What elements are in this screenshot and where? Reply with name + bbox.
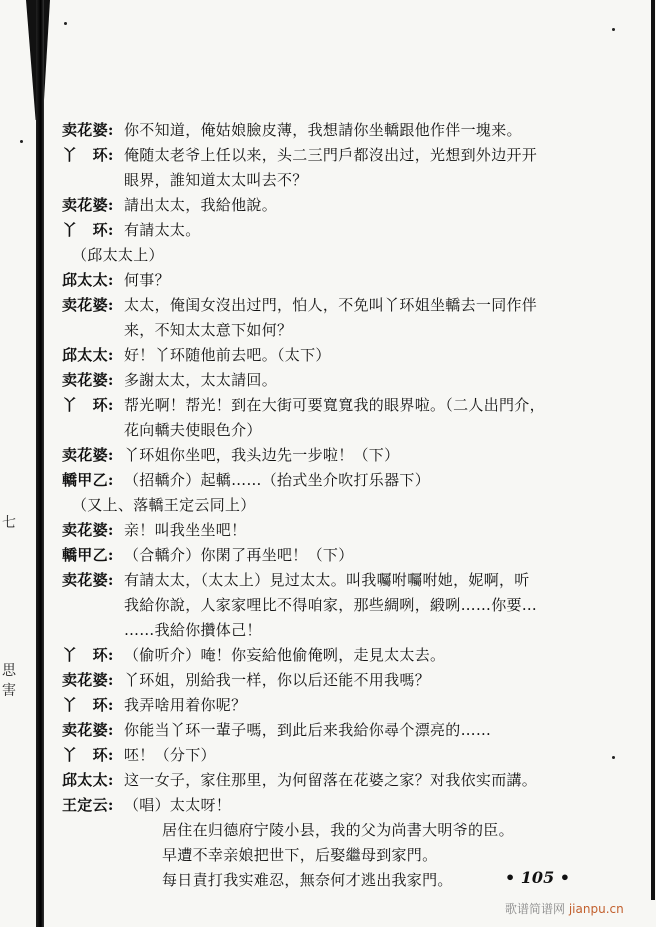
speaker-name: 卖花婆:	[62, 121, 114, 139]
line-text: 眼界，誰知道太太叫去不？	[124, 171, 308, 189]
margin-glyph: 七	[2, 515, 16, 531]
line-text: 有請太太，（太太上）見过太太。叫我囑咐囑咐她，妮啊，听	[124, 571, 530, 589]
line-text: 我給你說，人家家哩比不得咱家，那些綢咧，緞咧……你要…	[124, 596, 538, 614]
line-text: （邱太太上）	[72, 246, 164, 264]
line-text: 何事？	[124, 271, 170, 289]
speck	[612, 28, 615, 31]
margin-glyph: 思	[2, 663, 16, 679]
line-text: ……我給你攢体己！	[124, 621, 262, 639]
dialogue-line	[62, 343, 602, 368]
verse-line	[62, 818, 602, 843]
dialogue-line	[62, 143, 602, 168]
line-text: 你不知道，俺姑娘臉皮薄，我想請你坐轎跟他作伴一塊来。	[124, 121, 522, 139]
dialogue-line	[62, 693, 602, 718]
line-text: （招轎介）起轎……（抬式坐介吹打乐器下）	[124, 471, 431, 489]
dialogue-line	[62, 118, 602, 143]
line-text: 多謝太太，太太請回。	[124, 371, 278, 389]
speck	[612, 756, 615, 759]
speaker-name: 邱太太:	[62, 346, 114, 364]
page-number: • 105 •	[505, 868, 570, 887]
dialogue-line	[62, 668, 602, 693]
speaker-name: 卖花婆:	[62, 296, 114, 314]
dialogue-line	[62, 443, 602, 468]
dialogue-line	[62, 193, 602, 218]
line-text: 每日責打我实难忍，無奈何才逃出我家門。	[162, 871, 453, 889]
dialogue-line	[62, 468, 602, 493]
dialogue-line	[62, 543, 602, 568]
speaker-name: 卖花婆:	[62, 521, 114, 539]
dialogue-line	[62, 718, 602, 743]
watermark-url: jianpu.cn	[568, 902, 624, 916]
speck	[20, 140, 23, 143]
speaker-name: 丫 环:	[62, 746, 114, 764]
dialogue-line	[62, 768, 602, 793]
stage-direction	[62, 243, 602, 268]
line-text: （唱）太太呀！	[124, 796, 232, 814]
speaker-name: 卖花婆:	[62, 571, 114, 589]
speaker-name: 邱太太:	[62, 271, 114, 289]
speaker-name: 卖花婆:	[62, 721, 114, 739]
line-text: 請出太太，我給他說。	[124, 196, 278, 214]
line-text: （偷听介）唵！你妄給他偷俺咧，走見太太去。	[124, 646, 446, 664]
dialogue-line	[62, 643, 602, 668]
speaker-name: 丫 环:	[62, 221, 114, 239]
line-text: 呸！（分下）	[124, 746, 216, 764]
line-text: 太太，俺闺女沒出过門，怕人，不免叫丫环姐坐轎去一同作伴	[124, 296, 538, 314]
line-text: （合轎介）你閑了再坐吧！（下）	[124, 546, 354, 564]
line-text: 居住在归德府宁陵小县，我的父为尚書大明爷的臣。	[162, 821, 514, 839]
line-text: 亲！叫我坐坐吧！	[124, 521, 247, 539]
line-text: 有請太太。	[124, 221, 201, 239]
speaker-name: 丫 环:	[62, 696, 114, 714]
line-text: 你能当丫环一輩子嗎，到此后来我給你尋个漂亮的……	[124, 721, 492, 739]
dialogue-line	[62, 168, 602, 193]
watermark	[505, 900, 624, 917]
line-text: 来，不知太太意下如何？	[124, 321, 293, 339]
verse-line	[62, 843, 602, 868]
line-text: 早遭不幸亲娘把世下，后娶繼母到家門。	[162, 846, 438, 864]
speck	[64, 22, 67, 25]
dialogue-line	[62, 618, 602, 643]
line-text: 花向轎夫使眼色介）	[124, 421, 262, 439]
margin-glyph: 害	[2, 683, 16, 699]
dialogue-line	[62, 218, 602, 243]
speaker-name: 卖花婆:	[62, 446, 114, 464]
speaker-name: 丫 环:	[62, 396, 114, 414]
dialogue-line	[62, 518, 602, 543]
dialogue-line	[62, 793, 602, 818]
speaker-name: 邱太太:	[62, 771, 114, 789]
line-text: 这一女子，家住那里，为何留落在花婆之家？对我依实而講。	[124, 771, 538, 789]
binding-edge-right	[651, 0, 655, 900]
speaker-name: 轎甲乙:	[62, 546, 114, 564]
watermark-text: 歌谱简谱网	[505, 902, 566, 916]
speaker-name: 卖花婆:	[62, 371, 114, 389]
dialogue-line	[62, 418, 602, 443]
line-text: 好！丫环随他前去吧。（太下）	[124, 346, 331, 364]
line-text: （又上、落轎王定云同上）	[72, 496, 256, 514]
speaker-name: 丫 环:	[62, 646, 114, 664]
line-text: 丫环姐，別給我一样，你以后还能不用我嗎？	[124, 671, 431, 689]
dialogue-line	[62, 293, 602, 318]
stage-direction	[62, 493, 602, 518]
dialogue-line	[62, 568, 602, 593]
dialogue-line	[62, 743, 602, 768]
dialogue-line	[62, 393, 602, 418]
dialogue-line	[62, 368, 602, 393]
line-text: 俺随太老爷上任以来，头二三門戶都沒出过，光想到外边开开	[124, 146, 538, 164]
speaker-name: 轎甲乙:	[62, 471, 114, 489]
speaker-name: 丫 环:	[62, 146, 114, 164]
dialogue-line	[62, 268, 602, 293]
speaker-name: 卖花婆:	[62, 196, 114, 214]
speaker-name: 卖花婆:	[62, 671, 114, 689]
line-text: 帮光啊！帮光！到在大街可要寬寬我的眼界啦。（二人出門介，	[124, 396, 545, 414]
line-text: 丫环姐你坐吧，我头边先一步啦！（下）	[124, 446, 400, 464]
dialogue-line	[62, 593, 602, 618]
dialogue-line	[62, 318, 602, 343]
line-text: 我弄啥用着你呢？	[124, 696, 247, 714]
binding-edge-left	[36, 0, 44, 927]
speaker-name: 王定云:	[62, 796, 114, 814]
script-body	[62, 118, 602, 893]
